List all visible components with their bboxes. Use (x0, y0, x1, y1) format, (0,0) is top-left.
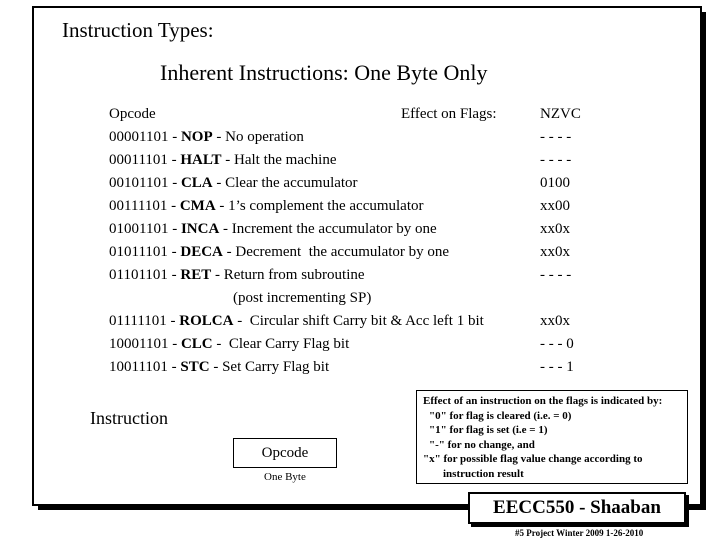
mnemonic: CMA (179, 198, 216, 214)
flag-effect: xx0x (540, 313, 570, 329)
instruction-row (109, 175, 358, 192)
mnemonic: CLA (180, 175, 213, 191)
instruction-row (109, 244, 449, 261)
flag-effect: - - - - (540, 267, 572, 283)
note-line: "x" for possible flag value change according to (423, 453, 643, 465)
one-byte-label: One Byte (264, 471, 306, 483)
flag-effect: xx00 (540, 198, 570, 214)
opcode-header: Opcode (109, 106, 156, 122)
flag-effect: - - - 1 (540, 359, 574, 375)
footer-subtitle: #5 Project Winter 2009 1-26-2010 (515, 528, 644, 538)
instruction-description: - No operation (212, 129, 304, 145)
opcode-bits: 00011101 - (109, 152, 181, 168)
effect-header: Effect on Flags: (401, 106, 497, 122)
footer-title: EECC550 - Shaaban (468, 492, 686, 524)
instruction-description: - Circular shift Carry bit & Acc left 1 bit (233, 313, 484, 329)
slide-title: Instruction Types: (62, 18, 214, 42)
instruction-description: - Clear Carry Flag bit (212, 336, 350, 352)
flag-effect: - - - - (540, 129, 572, 145)
opcode-bits: 00111101 - (109, 198, 180, 214)
flag-effect: - - - 0 (540, 336, 574, 352)
instruction-description: - Return from subroutine (211, 267, 365, 283)
instruction-row (109, 198, 424, 215)
instruction-description: - Clear the accumulator (212, 175, 358, 191)
flag-effect: - - - - (540, 152, 572, 168)
flags-note (416, 390, 688, 484)
opcode-bits: 00101101 - (109, 175, 181, 191)
subtitle: Inherent Instructions: One Byte Only (160, 60, 488, 85)
opcode-bits: 01001101 - (109, 221, 181, 237)
instruction-row (109, 221, 437, 238)
opcode-box: Opcode (233, 438, 337, 468)
flag-effect: xx0x (540, 221, 570, 237)
opcode-bits: 10011101 - (109, 359, 181, 375)
instruction-row (109, 152, 337, 169)
note-line: "1" for flag is set (i.e = 1) (429, 424, 548, 436)
mnemonic: INCA (180, 221, 220, 237)
instruction-row (109, 336, 349, 353)
instruction-description: - Set Carry Flag bit (209, 359, 330, 375)
instruction-row (109, 359, 329, 376)
opcode-bits: 00001101 - (109, 129, 181, 145)
flags-header: NZVC (540, 106, 581, 122)
opcode-bits: 10001101 - (109, 336, 181, 352)
note-line: "-" for no change, and (429, 438, 535, 451)
opcode-bits: 01011101 - (109, 244, 181, 260)
instruction-row (233, 290, 371, 307)
instruction-row (109, 313, 484, 330)
mnemonic: NOP (180, 129, 213, 145)
instruction-row (109, 267, 365, 284)
note-line: Effect of an instruction on the flags is indicated by: (423, 395, 663, 407)
note-line: "0" for flag is cleared (i.e. = 0) (429, 409, 572, 422)
instruction-description: - 1’s complement the accumulator (215, 198, 424, 214)
instruction-description: - Halt the machine (221, 152, 337, 168)
mnemonic: DECA (180, 244, 223, 260)
flag-effect: xx0x (540, 244, 570, 260)
instruction-description: (post incrementing SP) (233, 290, 372, 306)
instruction-description: - Increment the accumulator by one (219, 221, 437, 237)
instruction-label: Instruction (90, 408, 168, 428)
instruction-row (109, 129, 304, 146)
opcode-bits: 01101101 - (109, 267, 181, 283)
mnemonic: RET (180, 267, 212, 283)
instruction-description: - Decrement the accumulator by one (222, 244, 450, 260)
flag-effect: 0100 (540, 175, 570, 191)
frame-shadow-right (702, 12, 706, 510)
mnemonic: ROLCA (179, 313, 234, 329)
opcode-bits: 01111101 - (109, 313, 180, 329)
mnemonic: CLC (180, 336, 213, 352)
mnemonic: HALT (180, 152, 222, 168)
note-line: instruction result (443, 467, 524, 480)
mnemonic: STC (180, 359, 210, 375)
